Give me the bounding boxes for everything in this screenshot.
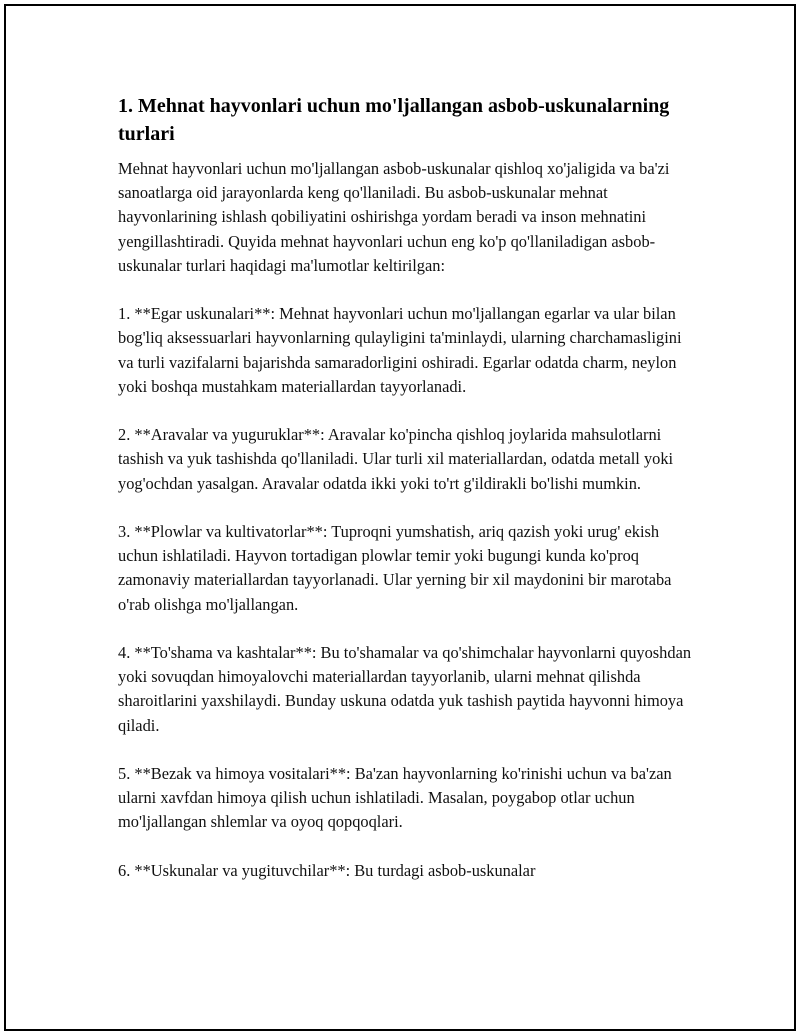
document-title: 1. Mehnat hayvonlari uchun mo'ljallangan asbob-uskunalarning turlari xyxy=(118,95,670,145)
list-item: 2. **Aravalar va yuguruklar**: Aravalar ko'pincha qishloq joylarida mahsulotlarni tashish va yuk tashishda qo'llaniladi. Ular turli xil materiallardan, odatda metall yoki yog'ochdan yasalgan. Aravalar odatda ikki yoki to'rt g'ildirakli bo'lishi mumkin. xyxy=(118,425,674,493)
list-item: 6. **Uskunalar va yugituvchilar**: Bu turdagi asbob-uskunalar xyxy=(118,860,536,880)
document-body xyxy=(118,92,698,907)
list-item: 3. **Plowlar va kultivatorlar**: Tuproqni yumshatish, ariq qazish yoki urug' ekish uchun ishlatiladi. Hayvon tortadigan plowlar temir yoki bugungi kunda ko'proq zamonaviy materiallardan tayyorlanadi. Ular yerning bir xil maydonini bir marotaba o'rab olishga mo'ljallangan. xyxy=(118,522,672,614)
intro-paragraph: Mehnat hayvonlari uchun mo'ljallangan asbob-uskunalar qishloq xo'jaligida va ba'zi sanoatlarga oid jarayonlarda keng qo'llaniladi. Bu asbob-uskunalar mehnat hayvonlarining ishlash qobiliyatini oshirishga yordam beradi va inson mehnatini yengillashtiradi. Quyida mehnat hayvonlari uchun eng ko'p qo'llaniladigan asbob-uskunalar turlari haqidagi ma'lumotlar keltirilgan: xyxy=(118,159,670,275)
list-item: 1. **Egar uskunalari**: Mehnat hayvonlari uchun mo'ljallangan egarlar va ular bilan bog'liq aksessuarlari hayvonlarning qulayligini ta'minlaydi, ularning charchamasligini va turli vazifalarni bajarishda samaradorligini oshiradi. Egarlar odatda charm, neylon yoki boshqa mustahkam materiallardan tayyorlanadi. xyxy=(118,304,682,396)
list-item: 5. **Bezak va himoya vositalari**: Ba'zan hayvonlarning ko'rinishi uchun va ba'zan ularni xavfdan himoya qilish uchun ishlatiladi. Masalan, poygabop otlar uchun mo'ljallangan shlemlar va oyoq qopqoqlari. xyxy=(118,764,672,832)
list-item: 4. **To'shama va kashtalar**: Bu to'shamalar va qo'shimchalar hayvonlarni quyoshdan yoki sovuqdan himoyalovchi materiallardan tayyorlanib, ularni mehnat qilishda sharoitlarini yaxshilaydi. Bunday uskuna odatda yuk tashish paytida hayvonni himoya qiladi. xyxy=(118,643,692,735)
